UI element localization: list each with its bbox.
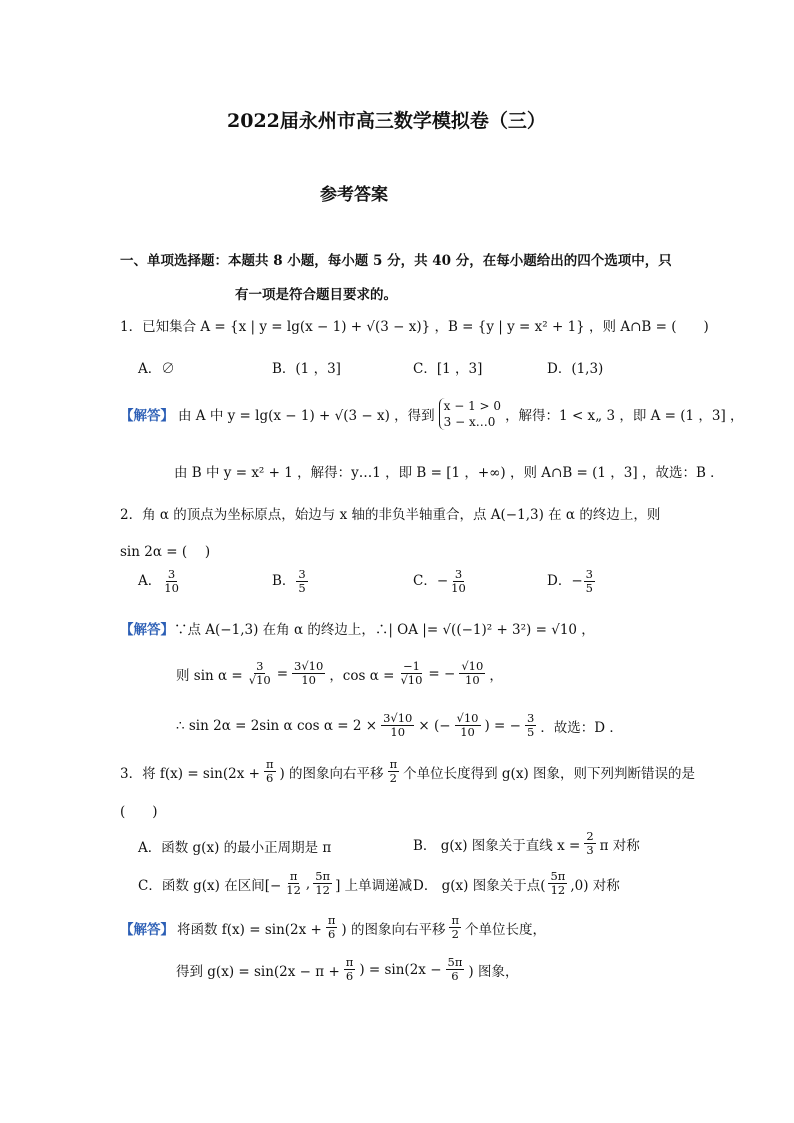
text: 则 sin α = <box>176 667 243 684</box>
q2-stem-line2: sin 2α = ( ) <box>120 544 211 560</box>
text: ) = − <box>484 717 521 734</box>
q1-stem: 1．已知集合 A = {x | y = lg(x − 1) + √(3 − x)} ，B = {y | y = x² + 1} ，则 A∩B = ( ) <box>120 319 709 335</box>
section-heading-line2: 有一项是符合题目要求的。 <box>235 287 397 303</box>
q1-solution-result: ，解得：1 < x„ 3 ，即 A = (1 ，3] ， <box>505 408 744 424</box>
text: B． g(x) 图象关于直线 x = <box>413 837 581 854</box>
fraction: $\frac{\pi}{6}$ <box>265 757 274 785</box>
text: ) 图象， <box>468 963 519 980</box>
text: π 对称 <box>599 837 640 854</box>
fraction: $\frac{3}{10}$ <box>164 567 179 595</box>
q2-opt-label: D．− <box>547 573 583 589</box>
q1-option-b: B．(1 ，3] <box>272 361 341 377</box>
q3-option-d <box>413 870 620 897</box>
fraction: $\frac{2}{3}$ <box>586 829 594 857</box>
q2-solution-line3 <box>176 712 623 739</box>
fraction: $\frac{3√10}{10}$ <box>294 659 324 687</box>
text: ,0) 对称 <box>570 877 620 894</box>
fraction: $\frac{-1}{√10}$ <box>400 659 423 687</box>
q2-option-a <box>138 568 182 595</box>
q1-option-c: C．[1 ，3] <box>413 361 483 377</box>
q1-solution-line2: 由 B 中 y = x² + 1 ，解得：y…1 ，即 B = [1 ，+∞) ，则 A∩B = (1 ，3] ，故选：B ． <box>174 465 724 481</box>
q1-option-d: D．(1,3) <box>547 361 604 377</box>
q2-opt-label: B． <box>272 573 296 589</box>
q3-solution-line1 <box>120 914 546 941</box>
text: ∴ sin 2α = 2sin α cos α = 2 × <box>176 717 378 734</box>
text: 将函数 f(x) = sin(2x + <box>177 921 322 938</box>
fraction: $\frac{5\pi}{12}$ <box>315 869 331 897</box>
q2-stem-line1: 2．角 α 的顶点为坐标原点，始边与 x 轴的非负半轴重合，点 A(−1,3) 在 α 的终边上，则 <box>120 507 661 523</box>
fraction: $\frac{3√10}{10}$ <box>383 711 413 739</box>
text: ) 的图象向右平移 <box>279 765 384 782</box>
q2-option-b <box>272 568 309 595</box>
fraction: $\frac{\pi}{6}$ <box>327 913 336 941</box>
text: ) 的图象向右平移 <box>341 921 446 938</box>
q1-sys-row1: x − 1 > 0 <box>443 399 502 413</box>
q2-solution-line2 <box>176 660 503 687</box>
text: , <box>305 875 311 892</box>
solution-tag: 【解答】 <box>120 408 174 424</box>
q3-option-c <box>138 870 412 897</box>
fraction: $\frac{\pi}{2}$ <box>389 757 398 785</box>
text: × (− <box>418 717 451 734</box>
solution-tag: 【解答】 <box>120 921 174 938</box>
page-title: 2022届永州市高三数学模拟卷（三） <box>227 110 546 132</box>
q1-option-a: A．∅ <box>138 361 175 377</box>
text: 个单位长度， <box>465 921 547 938</box>
q2-opt-label: A． <box>138 573 162 589</box>
fraction: $\frac{3}{5}$ <box>585 567 593 595</box>
text: 3．将 f(x) = sin(2x + <box>120 765 260 782</box>
section-heading-line1: 一、单项选择题：本题共 8 小题，每小题 5 分，共 40 分，在每小题给出的四个选项中，只 <box>120 253 672 269</box>
q3-option-a: A．函数 g(x) 的最小正周期是 π <box>138 840 332 856</box>
q3-stem-line1 <box>120 758 695 785</box>
fraction: $\frac{5\pi}{12}$ <box>550 869 566 897</box>
fraction: $\frac{√10}{10}$ <box>456 711 479 739</box>
fraction: $\frac{\pi}{12}$ <box>286 869 301 897</box>
fraction: $\frac{\pi}{2}$ <box>451 913 460 941</box>
q3-solution-line2 <box>176 956 518 983</box>
q2-solution-text: ∵点 A(−1,3) 在角 α 的终边上，∴| OA |= √((−1)² + 3²) = √10 ， <box>174 622 595 638</box>
fraction: $\frac{3}{5}$ <box>298 567 306 595</box>
text: ，cos α = <box>329 667 395 684</box>
text: ， <box>489 667 503 684</box>
text: ] 上单调递减 <box>335 877 413 894</box>
text: 个单位长度得到 g(x) 图象，则下列判断错误的是 <box>403 765 695 782</box>
q3-stem-line2: ( ) <box>120 804 158 820</box>
fraction: $\frac{3}{10}$ <box>451 567 466 595</box>
text: ．故选：D ． <box>540 719 623 736</box>
q1-solution-text: 由 A 中 y = lg(x − 1) + √(3 − x) ，得到 <box>178 408 435 424</box>
fraction: $\frac{3}{√10}$ <box>248 659 271 687</box>
q2-solution-line1 <box>120 618 595 638</box>
text: ) = sin(2x − <box>359 961 442 978</box>
solution-tag: 【解答】 <box>120 622 174 638</box>
q1-inequality-system <box>439 398 501 430</box>
page-subtitle: 参考答案 <box>320 185 388 205</box>
q1-solution-line1 <box>120 398 744 430</box>
fraction: $\frac{5\pi}{6}$ <box>447 955 463 983</box>
fraction: $\frac{\pi}{6}$ <box>345 955 354 983</box>
text: = <box>276 665 289 682</box>
q2-opt-label: C．− <box>413 573 449 589</box>
fraction: $\frac{√10}{10}$ <box>461 659 484 687</box>
text: D． g(x) 图象关于点( <box>413 877 546 894</box>
q1-sys-row2: 3 − x…0 <box>443 415 496 429</box>
q3-option-b <box>413 830 640 857</box>
q2-option-d <box>547 568 596 595</box>
fraction: $\frac{3}{5}$ <box>526 711 535 739</box>
q2-option-c <box>413 568 469 595</box>
text: 得到 g(x) = sin(2x − π + <box>176 963 340 980</box>
text: = − <box>428 665 456 682</box>
text: C．函数 g(x) 在区间[− <box>138 877 282 894</box>
